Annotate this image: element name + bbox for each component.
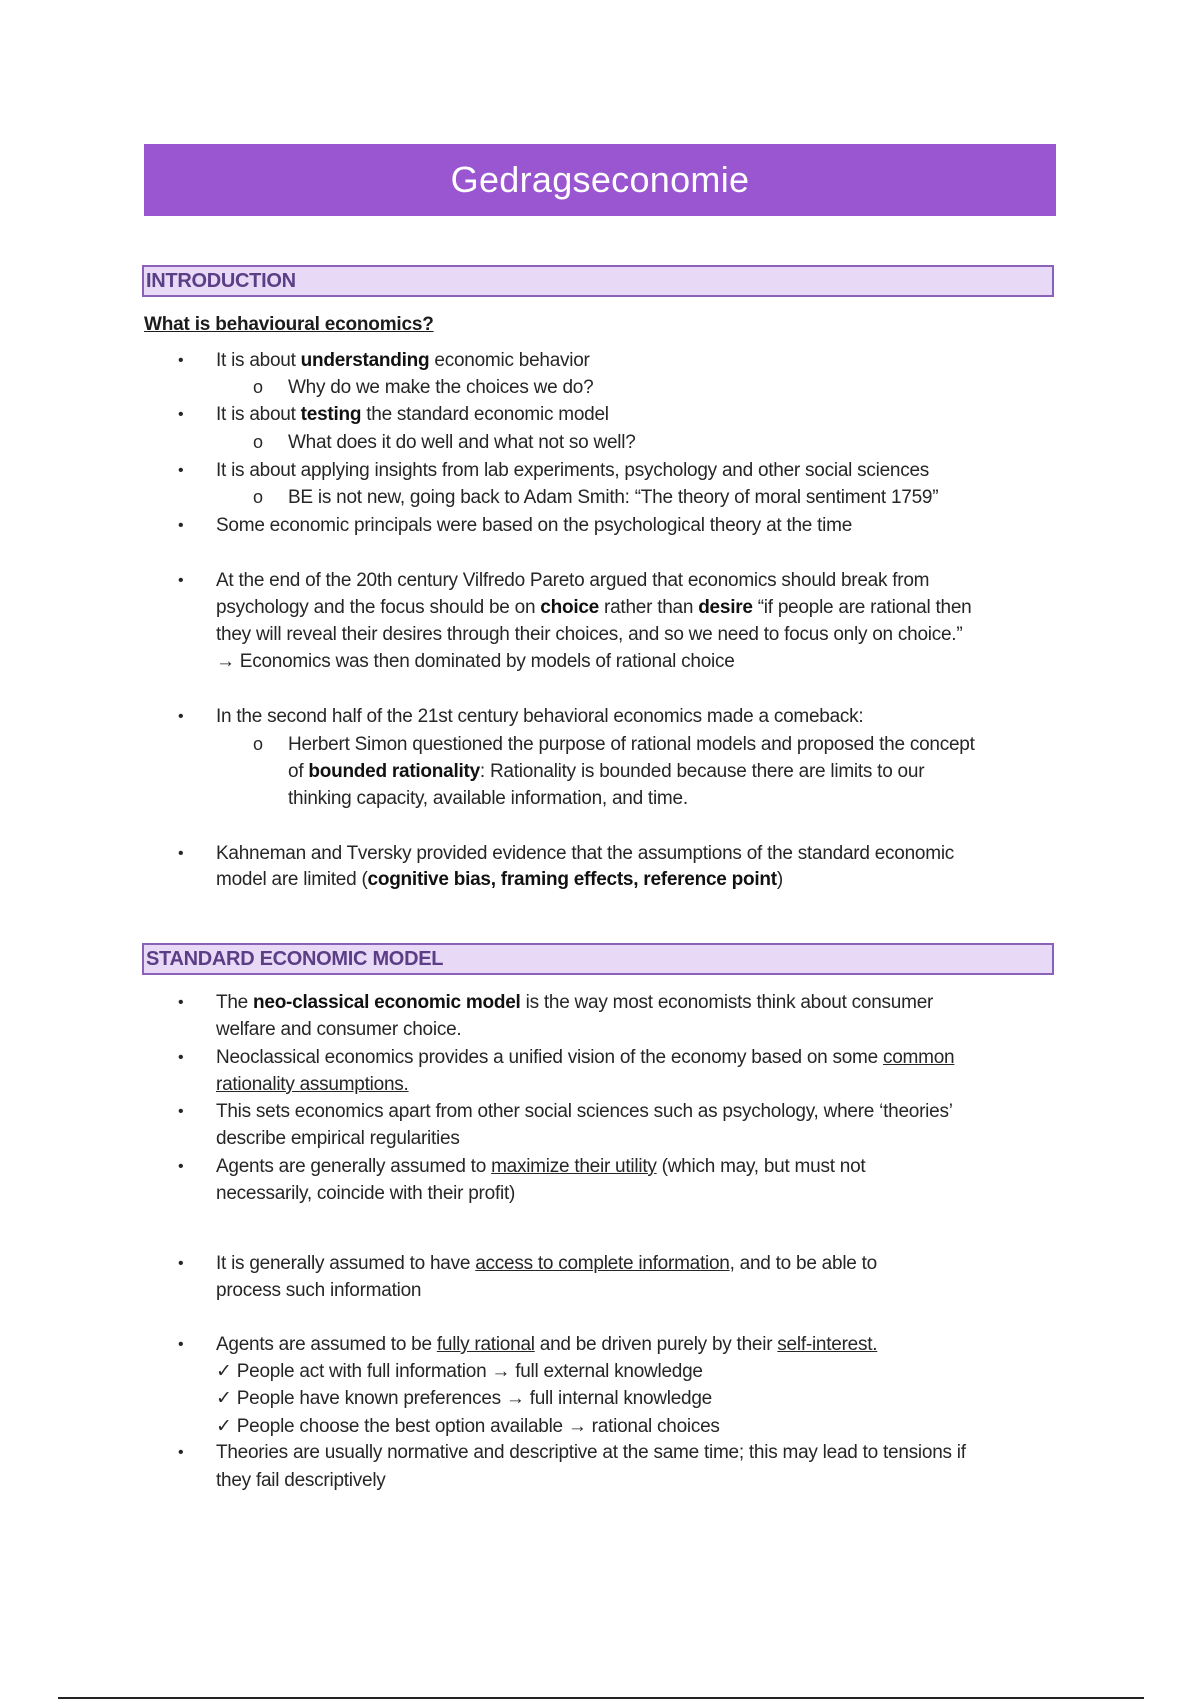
page-bottom-rule	[58, 1697, 1144, 1699]
sem-rational-line-1: Agents are assumed to be fully rational and be driven purely by their self-interest.	[216, 1334, 878, 1355]
intro-sub-choices: Why do we make the choices we do?	[288, 377, 594, 398]
intro-bullet-principals: Some economic principals were based on the psychological theory at the time	[216, 515, 853, 536]
bullet-marker: •	[178, 1255, 184, 1272]
intro-bullet-insights: It is about applying insights from lab experiments, psychology and other social sciences	[216, 460, 930, 481]
intro-kahneman-line-2: model are limited (cognitive bias, framing effects, reference point)	[216, 869, 783, 890]
sem-apart-line-1: This sets economics apart from other social sciences such as psychology, where ‘theories’	[216, 1101, 953, 1122]
bullet-marker: •	[178, 406, 184, 423]
sem-information-line-2: process such information	[216, 1280, 422, 1301]
intro-pareto-line-4: → Economics was then dominated by models of rational choice	[216, 651, 735, 672]
sem-check-external: ✓ People act with full information → full external knowledge	[216, 1361, 703, 1382]
intro-bullet-understanding: It is about understanding economic behavior	[216, 350, 590, 371]
sem-neoclassical-line-1: The neo-classical economic model is the way most economists think about consumer	[216, 992, 934, 1013]
intro-sub-well: What does it do well and what not so well?	[288, 432, 636, 453]
intro-bullet-testing: It is about testing the standard economic model	[216, 404, 609, 425]
bullet-marker: •	[178, 1444, 184, 1461]
bullet-marker: •	[178, 1336, 184, 1353]
sem-check-rational: ✓ People choose the best option available → rational choices	[216, 1416, 720, 1437]
bullet-marker: •	[178, 462, 184, 479]
bullet-marker: •	[178, 1103, 184, 1120]
sem-utility-line-2: necessarily, coincide with their profit)	[216, 1183, 516, 1204]
subheading-what-is-be: What is behavioural economics?	[144, 314, 434, 335]
sem-unified-line-1: Neoclassical economics provides a unified vision of the economy based on some common	[216, 1047, 955, 1068]
section-header-standard-model: STANDARD ECONOMIC MODEL	[142, 943, 1054, 975]
intro-simon-line-1: Herbert Simon questioned the purpose of rational models and proposed the concept	[288, 734, 975, 755]
bullet-marker: •	[178, 994, 184, 1011]
document-title: Gedragseconomie	[144, 144, 1056, 216]
sem-check-internal: ✓ People have known preferences → full internal knowledge	[216, 1388, 712, 1409]
sem-neoclassical-line-2: welfare and consumer choice.	[216, 1019, 462, 1040]
intro-pareto-line-3: they will reveal their desires through their choices, and so we need to focus only on choice.”	[216, 624, 963, 645]
bullet-marker: •	[178, 1158, 184, 1175]
sem-apart-line-2: describe empirical regularities	[216, 1128, 460, 1149]
sem-unified-line-2: rationality assumptions.	[216, 1074, 409, 1095]
sub-bullet-marker: o	[253, 487, 264, 507]
bullet-marker: •	[178, 1049, 184, 1066]
sub-bullet-marker: o	[253, 432, 264, 452]
bullet-marker: •	[178, 845, 184, 862]
bullet-marker: •	[178, 572, 184, 589]
section-header-introduction: INTRODUCTION	[142, 265, 1054, 297]
sem-utility-line-1: Agents are generally assumed to maximize their utility (which may, but must not	[216, 1156, 866, 1177]
sem-normative-line-1: Theories are usually normative and descriptive at the same time; this may lead to tensions if	[216, 1442, 966, 1463]
bullet-marker: •	[178, 708, 184, 725]
intro-pareto-line-2: psychology and the focus should be on choice rather than desire “if people are rational then	[216, 597, 972, 618]
intro-kahneman-line-1: Kahneman and Tversky provided evidence that the assumptions of the standard economic	[216, 843, 955, 864]
intro-simon-line-2: of bounded rationality: Rationality is bounded because there are limits to our	[288, 761, 925, 782]
bullet-marker: •	[178, 352, 184, 369]
intro-pareto-line-1: At the end of the 20th century Vilfredo Pareto argued that economics should break from	[216, 570, 930, 591]
sub-bullet-marker: o	[253, 734, 264, 754]
sub-bullet-marker: o	[253, 377, 264, 397]
bullet-marker: •	[178, 517, 184, 534]
sem-information-line-1: It is generally assumed to have access to complete information, and to be able to	[216, 1253, 877, 1274]
intro-sub-adam-smith: BE is not new, going back to Adam Smith: “The theory of moral sentiment 1759”	[288, 487, 939, 508]
sem-normative-line-2: they fail descriptively	[216, 1470, 386, 1491]
intro-simon-line-3: thinking capacity, available information, and time.	[288, 788, 688, 809]
intro-bullet-comeback: In the second half of the 21st century behavioral economics made a comeback:	[216, 706, 864, 727]
